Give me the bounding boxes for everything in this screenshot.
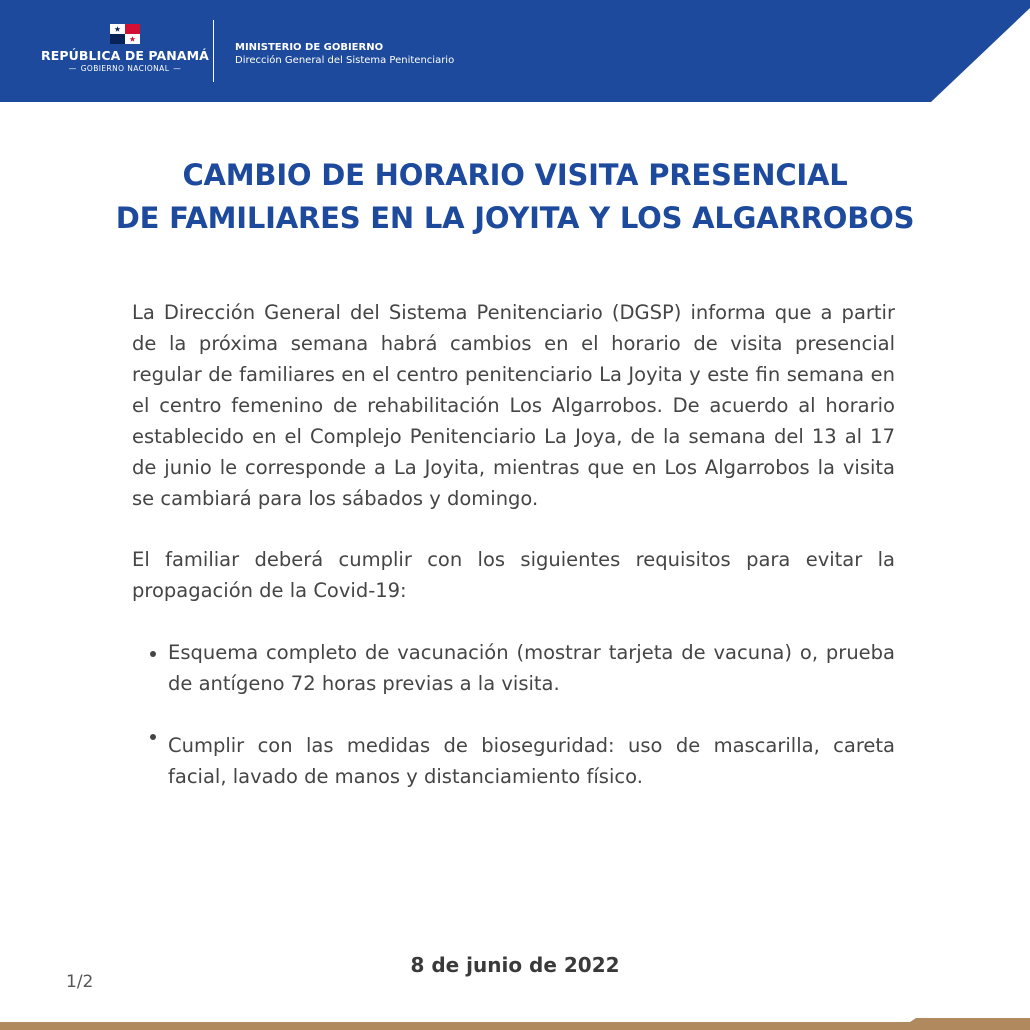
country-name: REPÚBLICA DE PANAMÁ [41,48,209,63]
panama-flag-icon [110,24,140,44]
title-line-2: DE FAMILIARES EN LA JOYITA Y LOS ALGARROBOS [115,201,915,235]
bullet-icon [150,734,156,740]
ministry-name: MINISTERIO DE GOBIERNO [235,42,384,53]
list-item-text: Cumplir con las medidas de bioseguridad: uso de mascarilla, careta facial, lavado de manos y distanciamiento físico. [168,734,895,788]
page-number: 1/2 [66,972,94,992]
announcement-body [132,297,895,823]
department-name: Dirección General del Sistema Penitenciario [235,55,455,66]
list-item [132,637,895,699]
ministry-block [235,41,454,67]
title-line-1: CAMBIO DE HORARIO VISITA PRESENCIAL [182,158,848,192]
paragraph-requirements: El familiar deberá cumplir con los siguientes requisitos para evitar la propagación de la Covid-19: [132,548,895,602]
panama-government-logo [40,24,210,74]
bullet-icon [150,651,156,657]
list-item-text: Esquema completo de vacunación (mostrar tarjeta de vacuna) o, prueba de antígeno 72 horas previas a la visita. [168,641,895,695]
list-item [132,730,895,792]
footer-band [0,1018,1030,1030]
paragraph-intro: La Dirección General del Sistema Penitenciario (DGSP) informa que a partir de la próxima semana habrá cambios en el horario de visita presencial regular de familiares en el centro penitenciario La Joyita y este fin semana en el centro femenino de rehabilitación Los Algarrobos. De acuerdo al horario establecido en el Complejo Penitenciario La Joya, de la semana del 13 al 17 de junio le corresponde a La Joyita, mientras que en Los Algarrobos la visita se cambiará para los sábados y domingo. [132,301,895,510]
publication-date: 8 de junio de 2022 [410,953,620,977]
government-label: — GOBIERNO NACIONAL — [68,64,182,73]
page-title [0,154,1030,240]
footer-background [0,1018,1030,1030]
header-divider [213,20,214,82]
requirements-list [132,637,895,792]
